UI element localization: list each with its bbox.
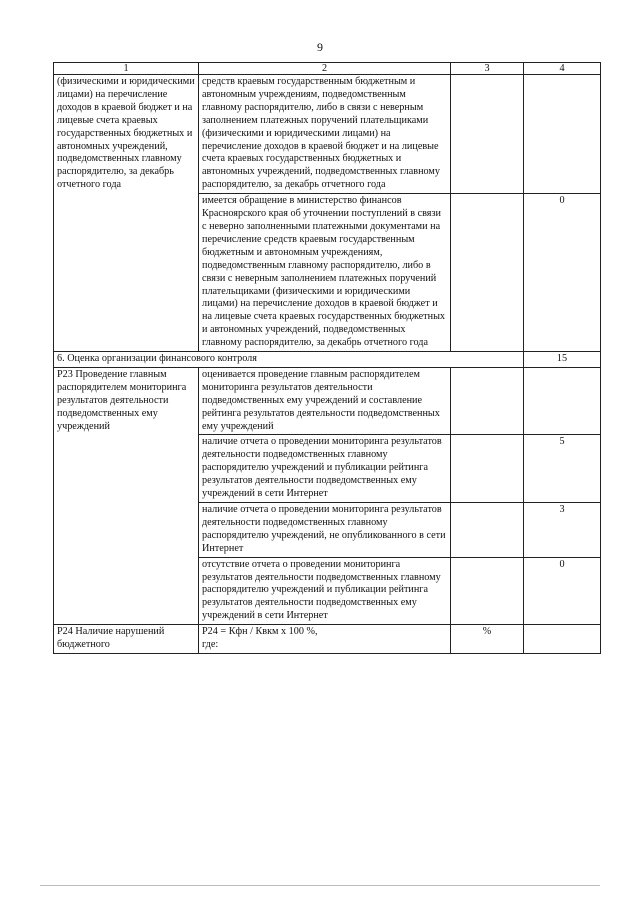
unit-cell bbox=[451, 503, 524, 558]
criterion-description-cell: средств краевым государственным бюджетным и автономным учреждениям, подведомственным главному распорядителю, либо в связи с неверным заполнением платежных поручений плательщиками (физическими и юридическими лицами) на перечисление доходов в краевой бюджет и на лицевые счета краевых государственных бюджетных и автономных учреждений, подведомственных главному распорядителю, за декабрь отчетного года bbox=[199, 75, 451, 194]
unit-cell bbox=[451, 75, 524, 194]
criterion-description-cell: отсутствие отчета о проведении мониторинга результатов деятельности подведомственных главному распорядителю учреждений и публикации рейтинга результатов деятельности подведомственных ему учреждений в сети Интернет bbox=[199, 557, 451, 625]
header-col-1: 1 bbox=[54, 63, 199, 75]
formula-text: Р24 = Кфн / Квкм х 100 %, bbox=[202, 626, 318, 638]
score-cell: 5 bbox=[524, 435, 601, 503]
header-col-3: 3 bbox=[451, 63, 524, 75]
criterion-name-cell: Р23 Проведение главным распорядителем мониторинга результатов деятельности подведомственных ему учреждений bbox=[54, 367, 199, 624]
header-col-2: 2 bbox=[199, 63, 451, 75]
page-bottom-edge bbox=[40, 885, 600, 886]
section-title: 6. Оценка организации финансового контроля bbox=[54, 352, 524, 368]
criterion-name-cell: Р24 Наличие нарушений бюджетного bbox=[54, 625, 199, 654]
table-row bbox=[54, 75, 601, 194]
unit-cell bbox=[451, 194, 524, 352]
unit-cell bbox=[451, 367, 524, 435]
section-row bbox=[54, 352, 601, 368]
table-row bbox=[54, 367, 601, 435]
table-header-row bbox=[54, 63, 601, 75]
section-score: 15 bbox=[524, 352, 601, 368]
score-cell bbox=[524, 625, 601, 654]
score-cell: 3 bbox=[524, 503, 601, 558]
criterion-description-cell: оценивается проведение главным распорядителем мониторинга результатов деятельности подведомственных ему учреждений и составление рейтинга результатов деятельности подведомственных ему учреждений bbox=[199, 367, 451, 435]
score-cell bbox=[524, 367, 601, 435]
score-cell: 0 bbox=[524, 557, 601, 625]
criterion-description-cell: имеется обращение в министерство финансов Красноярского края об уточнении поступлений в связи с неверно заполненными платежными документами на перечисление средств краевым государственным бюджетным и автономным учреждениям, подведомственным главному распорядителю, либо в связи с неверным заполнением платежных поручений плательщиками (физическими и юридическими лицами) на перечисление доходов в краевой бюджет и на лицевые счета краевых государственных бюджетных и автономных учреждений, подведомственных главному распорядителю, за декабрь отчетного года bbox=[199, 194, 451, 352]
criterion-description-cell: наличие отчета о проведении мониторинга результатов деятельности подведомственных главному распорядителю учреждений и публикации рейтинга результатов деятельности подведомственных ему учреждений в сети Интернет bbox=[199, 435, 451, 503]
unit-cell: % bbox=[451, 625, 524, 654]
header-col-4: 4 bbox=[524, 63, 601, 75]
table-row bbox=[54, 625, 601, 654]
page-number: 9 bbox=[317, 40, 323, 54]
criterion-description-cell bbox=[199, 625, 451, 654]
score-cell bbox=[524, 75, 601, 194]
unit-cell bbox=[451, 557, 524, 625]
criteria-table bbox=[53, 62, 601, 654]
formula-where: где: bbox=[202, 639, 219, 651]
score-cell: 0 bbox=[524, 194, 601, 352]
criterion-description-cell: наличие отчета о проведении мониторинга результатов деятельности подведомственных главному распорядителю учреждений, не опубликованного в сети Интернет bbox=[199, 503, 451, 558]
criterion-name-cell: (физическими и юридическими лицами) на перечисление доходов в краевой бюджет и на лицевые счета краевых государственных бюджетных и автономных учреждений, подведомственных главному распорядителю, за декабрь отчетного года bbox=[54, 75, 199, 352]
unit-cell bbox=[451, 435, 524, 503]
